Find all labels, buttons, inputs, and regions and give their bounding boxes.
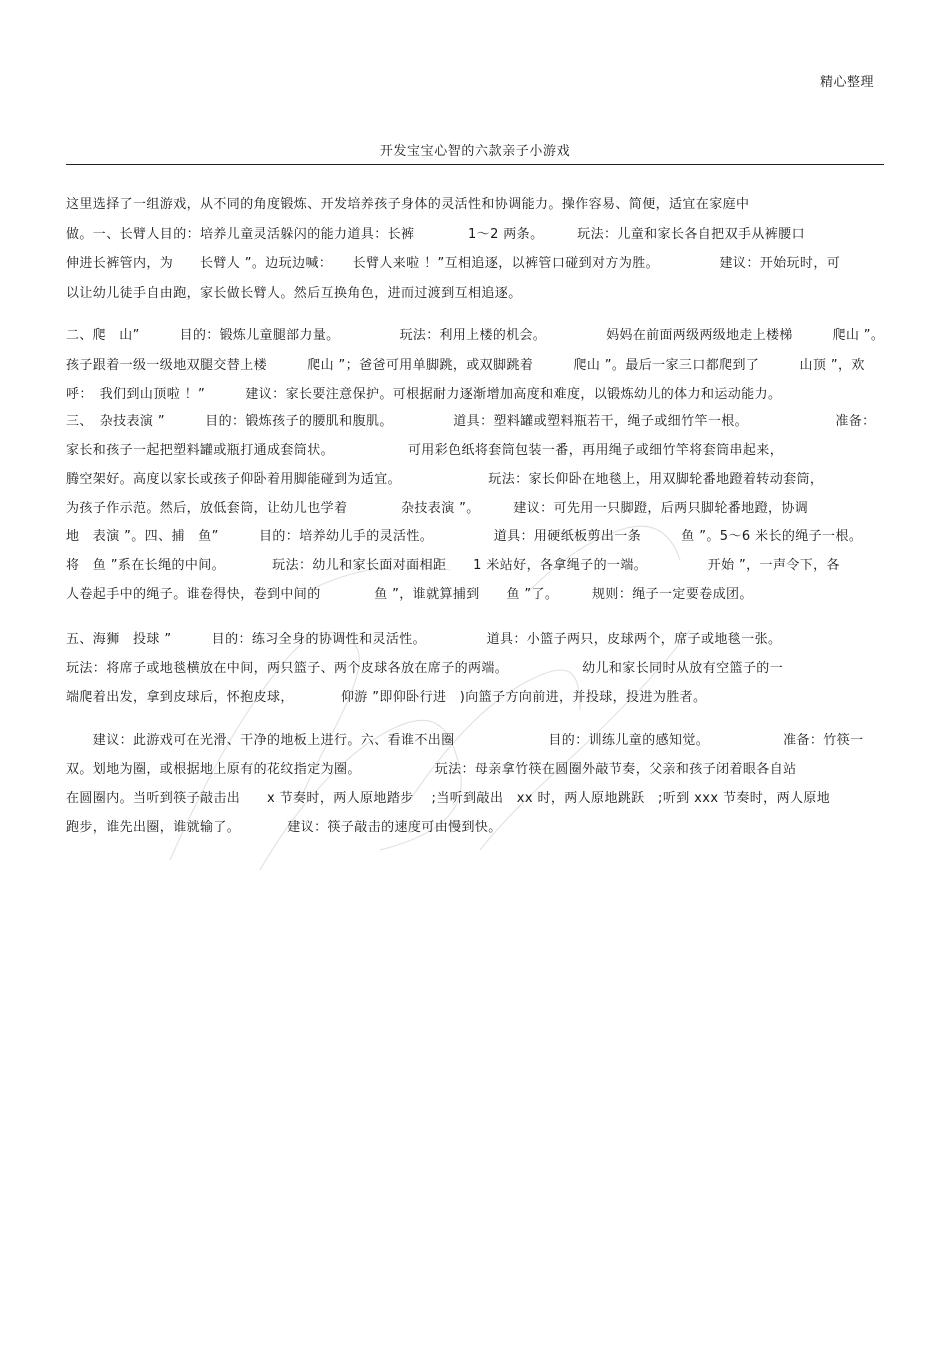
body-line: 将 鱼 ”系在长绳的中间。 玩法：幼儿和家长面对面相距 1 米站好，各拿绳子的一端。 开始 ”，一声令下，各 (66, 558, 840, 573)
body-line: 建议：此游戏可在光滑、干净的地板上进行。六、看谁不出圈 目的：训练儿童的感知觉。 准备：竹筷一 (66, 733, 864, 748)
body-line: 呼： 我们到山顶啦 ！” 建议：家长要注意保护。可根据耐力逐渐增加高度和难度，以锻炼幼儿的体力和运动能力。 (66, 387, 782, 402)
body-line: 人卷起手中的绳子。谁卷得快，卷到中间的 鱼 ”，谁就算捕到 鱼 ”了。 规则：绳子一定要卷成团。 (66, 587, 753, 602)
body-line: 双。划地为圈，或根据地上原有的花纹指定为圈。 玩法：母亲拿竹筷在圆圈外敲节奏，父亲和孩子闭着眼各自站 (66, 762, 797, 777)
body-line: 腾空架好。高度以家长或孩子仰卧着用脚能碰到为适宜。 玩法：家长仰卧在地毯上，用双脚轮番地蹬着转动套筒， (66, 472, 824, 487)
body-line: 这里选择了一组游戏，从不同的角度锻炼、开发培养孩子身体的灵活性和协调能力。操作容易、简便，适宜在家庭中 (66, 197, 750, 212)
body-line: 以让幼儿徒手自由跑，家长做长臂人。然后互换角色，进而过渡到互相追逐。 (66, 286, 522, 301)
title-divider (66, 164, 884, 165)
header-note: 精心整理 (819, 75, 874, 90)
body-line: 做。一、长臂人目的：培养儿童灵活躲闪的能力道具：长裤 1～2 两条。 玩法：儿童和家长各自把双手从裤腰口 (66, 227, 805, 242)
page-title: 开发宝宝心智的六款亲子小游戏 (379, 144, 571, 159)
body-line: 端爬着出发，拿到皮球后，怀抱皮球， 仰游 ”即仰卧行进 )向篮子方向前进，并投球，投进为胜者。 (66, 690, 707, 705)
body-line: 为孩子作示范。然后，放低套筒，让幼儿也学着 杂技表演 ”。 建议：可先用一只脚蹬，后两只脚轮番地蹬，协调 (66, 501, 809, 516)
body-line: 在圆圈内。当听到筷子敲击出 x 节奏时，两人原地踏步 ;当听到敲出 xx 时，两人原地跳跃 ;听到 xxx 节奏时，两人原地 (66, 791, 831, 806)
body-line: 伸进长裤管内，为 长臂人 ”。边玩边喊： 长臂人来啦 ！”互相追逐，以裤管口碰到对方为胜。 建议：开始玩时，可 (66, 256, 841, 271)
body-line: 二、爬 山” 目的：锻炼儿童腿部力量。 玩法：利用上楼的机会。 妈妈在前面两级两级地走上楼梯 爬山 ”。 (66, 328, 885, 343)
body-line: 家长和孩子一起把塑料罐或瓶打通成套筒状。 可用彩色纸将套筒包装一番，再用绳子或细竹竿将套筒串起来， (66, 443, 784, 458)
body-line: 五、海狮 投球 ” 目的：练习全身的协调性和灵活性。 道具：小篮子两只，皮球两个，席子或地毯一张。 (66, 632, 782, 647)
body-line: 玩法：将席子或地毯横放在中间，两只篮子、两个皮球各放在席子的两端。 幼儿和家长同时从放有空篮子的一 (66, 661, 784, 676)
body-line: 三、 杂技表演 ” 目的：锻炼孩子的腰肌和腹肌。 道具：塑料罐或塑料瓶若干，绳子或细竹竿一根。 准备： (66, 414, 876, 429)
body-line: 地 表演 ”。四、捕 鱼” 目的：培养幼儿手的灵活性。 道具：用硬纸板剪出一条 鱼 ”。5～6 米长的绳子一根。 (66, 529, 863, 544)
body-line: 孩子跟着一级一级地双腿交替上楼 爬山 ”；爸爸可用单脚跳，或双脚跳着 爬山 ”。最后一家三口都爬到了 山顶 ”，欢 (66, 358, 865, 373)
body-line: 跑步，谁先出圈，谁就输了。 建议：筷子敲击的速度可由慢到快。 (66, 820, 502, 835)
